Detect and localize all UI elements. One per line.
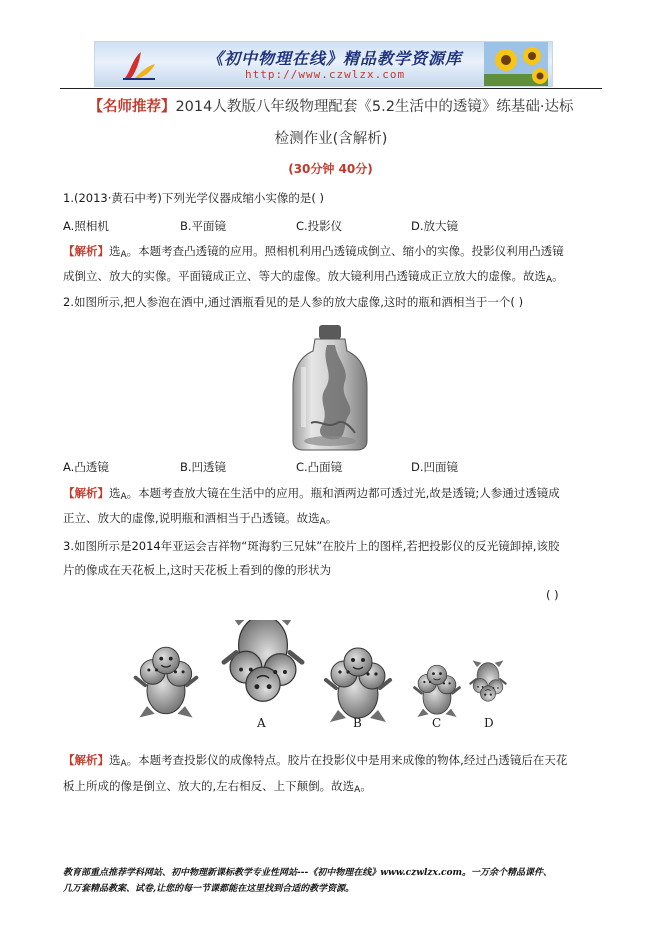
mascot-option-d — [470, 661, 505, 702]
footer-line2: 几万套精品教案、试卷,让您的每一节课都能在这里找到合适的教学资源。 — [63, 884, 355, 894]
q1-option-c: C.投影仪 — [296, 219, 343, 233]
q2-option-d: D.凹面镜 — [411, 460, 459, 474]
mascot-original — [136, 647, 197, 717]
q3-analysis-line1: 【解析】选$_A$。本题考查投影仪的成像特点。胶片在投影仪中是用来成像的物体,经过凸透镜后在天花 — [63, 753, 568, 769]
q1-option-b: B.平面镜 — [180, 219, 227, 233]
q3-stem-line1: 3.如图所示是2014年亚运会吉祥物“斑海豹三兄妹”在胶片上的图样,若把投影仪的反光镜卸掉,该胶 — [63, 539, 560, 553]
page-title — [60, 92, 602, 122]
q1-analysis-tag: 【解析】 — [63, 244, 109, 258]
mascot-option-a — [224, 620, 302, 701]
q1-option-a: A.照相机 — [63, 219, 109, 233]
mascot-label-c: C — [432, 716, 442, 730]
header-rule — [60, 88, 602, 89]
q3-analysis-line2: 板上所成的像是倒立、放大的,左右相反、上下颠倒。故选$_A$。 — [63, 779, 372, 795]
banner-url[interactable]: http://www.czwlzx.com — [245, 68, 406, 81]
banner-title: 《初中物理在线》精品教学资源库 — [207, 49, 463, 68]
ginseng-bottle-image — [291, 323, 369, 451]
q3-answer-blank: ( ) — [546, 588, 559, 602]
site-logo — [121, 48, 157, 82]
mascot-figure — [130, 620, 530, 740]
q2-analysis-line1: 【解析】选$_A$。本题考查放大镜在生活中的应用。瓶和酒两边都可透过光,故是透镜;人参通过透镜成 — [63, 486, 560, 502]
mascot-label-a: A — [257, 716, 266, 730]
title-recommend-tag: 【名师推荐】 — [88, 99, 176, 115]
q1-analysis-line2: 成倒立、放大的实像。平面镜成正立、等大的虚像。放大镜利用凸透镜成正立放大的虚像。故选$_A$。 — [63, 269, 564, 285]
sunflower-image — [484, 42, 548, 87]
mascot-option-b — [326, 648, 390, 722]
site-banner — [94, 41, 553, 87]
q1-answer: A — [120, 250, 127, 260]
q3-answer: A — [120, 759, 127, 769]
footer-line1: 教育部重点推荐学科网站、初中物理新课标教学专业性网站---《初中物理在线》www.czwlzx.com。一万余个精品课件、 — [63, 868, 553, 878]
page-footer — [63, 865, 603, 897]
q2-analysis-line2: 正立、放大的虚像,说明瓶和酒相当于凸透镜。故选$_A$。 — [63, 511, 338, 527]
q1-option-d: D.放大镜 — [411, 219, 459, 233]
mascot-label-d: D — [484, 716, 494, 730]
title-text: 2014人教版八年级物理配套《5.2生活中的透镜》练基础·达标 — [175, 99, 574, 115]
q3-stem-line2: 片的像成在天花板上,这时天花板上看到的像的形状为 — [63, 563, 332, 577]
q2-stem: 2.如图所示,把人参泡在酒中,通过酒瓶看见的是人参的放大虚像,这时的瓶和酒相当于一个( ) — [63, 295, 524, 309]
mascot-label-b: B — [353, 716, 362, 730]
q2-option-b: B.凹透镜 — [180, 460, 227, 474]
q1-stem: 1.(2013·黄石中考)下列光学仪器成缩小实像的是( ) — [63, 191, 324, 205]
q2-option-a: A.凸透镜 — [63, 460, 109, 474]
mascot-option-c — [415, 665, 460, 717]
q1-analysis-line1: 【解析】选$_A$。本题考查凸透镜的应用。照相机利用凸透镜成倒立、缩小的实像。投影仪利用凸透镜 — [63, 244, 564, 260]
time-score: (30分钟 40分) — [288, 162, 373, 176]
q2-answer: A — [120, 492, 127, 502]
q2-option-c: C.凸面镜 — [296, 460, 343, 474]
page-title-line2: 检测作业(含解析) — [274, 131, 388, 147]
